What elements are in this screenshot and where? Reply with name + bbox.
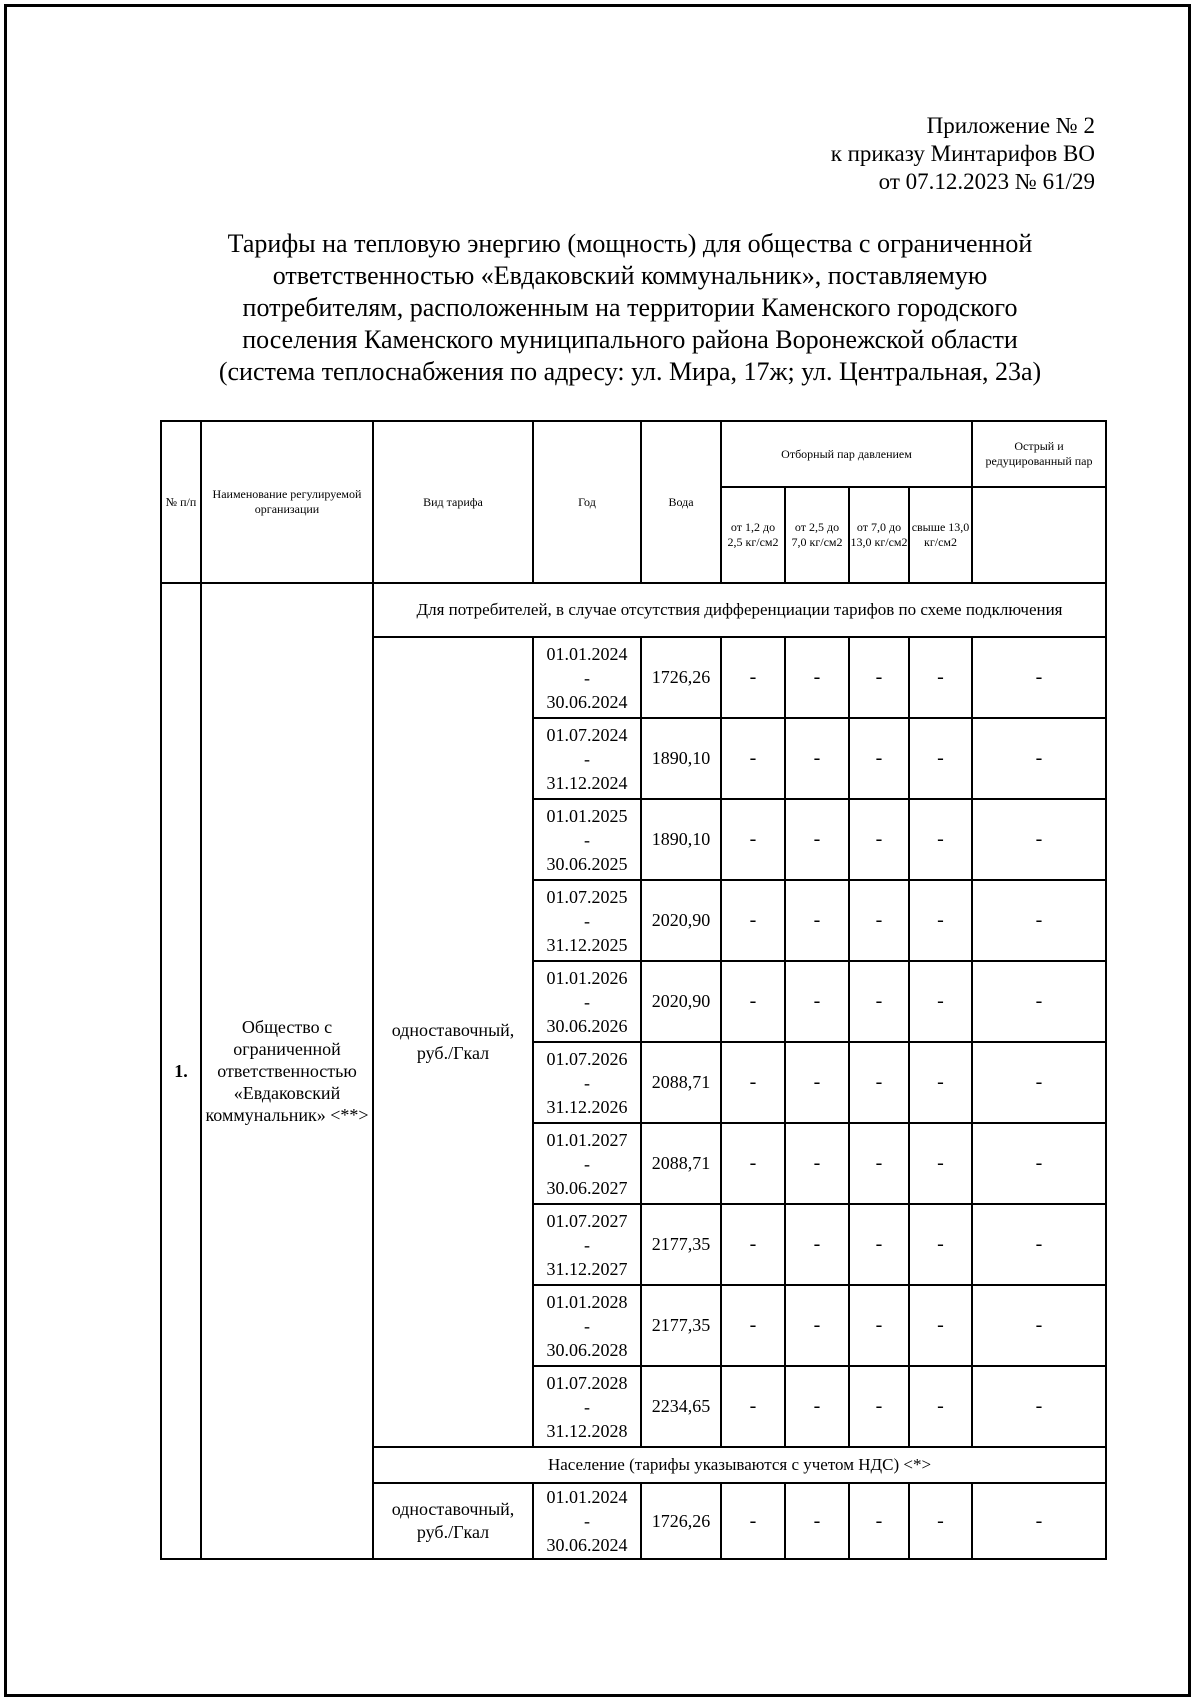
period-sep: -	[584, 1234, 590, 1255]
period-cell	[533, 1123, 641, 1204]
title-line-2: ответственностью «Евдаковский коммунальник», поставляемую	[272, 261, 988, 290]
water-value: 2088,71	[641, 1123, 721, 1204]
water-value: 2020,90	[641, 961, 721, 1042]
steam-value: -	[972, 1123, 1106, 1204]
period-to: 31.12.2028	[546, 1420, 628, 1441]
row-number: 1.	[161, 583, 201, 1559]
header-steam-2: от 2,5 до 7,0 кг/см2	[785, 487, 849, 583]
steam-value: -	[849, 1483, 909, 1559]
header-tariff-type: Вид тарифа	[373, 421, 533, 583]
section-population-header: Население (тарифы указываются с учетом НДС) <*>	[373, 1447, 1106, 1483]
period-cell	[533, 1042, 641, 1123]
period-from: 01.01.2024	[546, 643, 628, 664]
steam-value: -	[972, 1483, 1106, 1559]
period-from: 01.01.2024	[546, 1487, 628, 1507]
steam-value: -	[849, 1204, 909, 1285]
steam-value: -	[721, 880, 785, 961]
period-from: 01.07.2024	[546, 724, 628, 745]
period-to: 31.12.2026	[546, 1096, 628, 1117]
header-steam-4: свыше 13,0 кг/см2	[909, 487, 972, 583]
period-to: 30.06.2028	[546, 1339, 628, 1360]
header-steam-1: от 1,2 до 2,5 кг/см2	[721, 487, 785, 583]
period-from: 01.07.2027	[546, 1210, 628, 1231]
steam-value: -	[785, 961, 849, 1042]
header-steam-3: от 7,0 до 13,0 кг/см2	[849, 487, 909, 583]
title-line-4: поселения Каменского муниципального района Воронежской области	[242, 325, 1018, 354]
period-to: 30.06.2025	[546, 853, 628, 874]
steam-value: -	[972, 799, 1106, 880]
steam-value: -	[909, 961, 972, 1042]
steam-value: -	[849, 1366, 909, 1447]
period-from: 01.07.2026	[546, 1048, 628, 1069]
water-value: 1890,10	[641, 799, 721, 880]
steam-value: -	[909, 1123, 972, 1204]
appendix-line-2: к приказу Минтарифов ВО	[830, 141, 1095, 166]
steam-value: -	[972, 1366, 1106, 1447]
tariff-type-cell: одноставочный, руб./Гкал	[373, 1483, 533, 1559]
steam-value: -	[721, 961, 785, 1042]
period-sep: -	[584, 667, 590, 688]
steam-value: -	[785, 1285, 849, 1366]
period-from: 01.07.2025	[546, 886, 628, 907]
steam-value: -	[785, 718, 849, 799]
period-to: 30.06.2024	[546, 1535, 628, 1555]
period-cell	[533, 1366, 641, 1447]
steam-value: -	[785, 880, 849, 961]
period-cell	[533, 880, 641, 961]
period-sep: -	[584, 1153, 590, 1174]
period-from: 01.01.2026	[546, 967, 628, 988]
document-title	[165, 228, 1095, 388]
organization-name: Общество с ограниченной ответственностью «Евдаковский коммунальник» <**>	[201, 583, 373, 1559]
steam-value: -	[909, 799, 972, 880]
steam-value: -	[785, 1483, 849, 1559]
period-cell	[533, 718, 641, 799]
steam-value: -	[972, 1042, 1106, 1123]
steam-value: -	[849, 1285, 909, 1366]
period-from: 01.01.2027	[546, 1129, 628, 1150]
period-from: 01.07.2028	[546, 1372, 628, 1393]
title-line-5: (система теплоснабжения по адресу: ул. Мира, 17ж; ул. Центральная, 23а)	[218, 357, 1042, 386]
period-sep: -	[584, 1072, 590, 1093]
steam-value: -	[721, 1042, 785, 1123]
steam-value: -	[849, 799, 909, 880]
steam-value: -	[721, 637, 785, 718]
steam-value: -	[785, 1204, 849, 1285]
header-sharp-steam-sub	[972, 487, 1106, 583]
appendix-block	[831, 112, 1095, 196]
period-from: 01.01.2025	[546, 805, 628, 826]
steam-value: -	[849, 961, 909, 1042]
period-to: 31.12.2025	[546, 934, 628, 955]
water-value: 1726,26	[641, 1483, 721, 1559]
period-cell	[533, 1483, 641, 1559]
steam-value: -	[785, 1042, 849, 1123]
steam-value: -	[849, 1123, 909, 1204]
steam-value: -	[721, 1285, 785, 1366]
water-value: 2177,35	[641, 1285, 721, 1366]
header-water: Вода	[641, 421, 721, 583]
steam-value: -	[909, 1366, 972, 1447]
period-sep: -	[584, 829, 590, 850]
period-cell	[533, 799, 641, 880]
period-to: 30.06.2027	[546, 1177, 628, 1198]
water-value: 2234,65	[641, 1366, 721, 1447]
steam-value: -	[972, 961, 1106, 1042]
period-sep: -	[584, 910, 590, 931]
steam-value: -	[785, 1366, 849, 1447]
steam-value: -	[785, 637, 849, 718]
header-num: № п/п	[161, 421, 201, 583]
header-steam-group: Отборный пар давлением	[721, 421, 972, 487]
steam-value: -	[721, 799, 785, 880]
header-year: Год	[533, 421, 641, 583]
appendix-line-1: Приложение № 2	[926, 113, 1095, 138]
steam-value: -	[721, 1123, 785, 1204]
period-cell	[533, 961, 641, 1042]
steam-value: -	[849, 1042, 909, 1123]
period-cell	[533, 637, 641, 718]
steam-value: -	[972, 880, 1106, 961]
steam-value: -	[849, 637, 909, 718]
steam-value: -	[972, 1285, 1106, 1366]
water-value: 1726,26	[641, 637, 721, 718]
steam-value: -	[909, 637, 972, 718]
section-general-header: Для потребителей, в случае отсутствия дифференциации тарифов по схеме подключения	[373, 583, 1106, 637]
water-value: 1890,10	[641, 718, 721, 799]
appendix-line-3: от 07.12.2023 № 61/29	[878, 169, 1095, 194]
steam-value: -	[972, 637, 1106, 718]
steam-value: -	[909, 1483, 972, 1559]
period-to: 30.06.2026	[546, 1015, 628, 1036]
steam-value: -	[721, 1366, 785, 1447]
steam-value: -	[721, 1483, 785, 1559]
period-from: 01.01.2028	[546, 1291, 628, 1312]
steam-value: -	[909, 880, 972, 961]
period-sep: -	[584, 991, 590, 1012]
period-to: 31.12.2024	[546, 772, 628, 793]
steam-value: -	[909, 1285, 972, 1366]
water-value: 2020,90	[641, 880, 721, 961]
period-to: 30.06.2024	[546, 691, 628, 712]
water-value: 2088,71	[641, 1042, 721, 1123]
steam-value: -	[849, 718, 909, 799]
period-sep: -	[584, 1315, 590, 1336]
tariff-type-cell: одноставочный, руб./Гкал	[373, 637, 533, 1447]
steam-value: -	[972, 718, 1106, 799]
steam-value: -	[785, 1123, 849, 1204]
header-org: Наименование регулируемой организации	[201, 421, 373, 583]
tariff-table	[160, 420, 1107, 1560]
steam-value: -	[721, 718, 785, 799]
title-line-3: потребителям, расположенным на территории Каменского городского	[242, 293, 1018, 322]
period-cell	[533, 1204, 641, 1285]
steam-value: -	[721, 1204, 785, 1285]
period-sep: -	[584, 1511, 590, 1531]
water-value: 2177,35	[641, 1204, 721, 1285]
title-line-1: Тарифы на тепловую энергию (мощность) для общества с ограниченной	[227, 229, 1033, 258]
period-cell	[533, 1285, 641, 1366]
period-to: 31.12.2027	[546, 1258, 628, 1279]
steam-value: -	[909, 1042, 972, 1123]
steam-value: -	[909, 718, 972, 799]
steam-value: -	[909, 1204, 972, 1285]
steam-value: -	[785, 799, 849, 880]
period-sep: -	[584, 1396, 590, 1417]
period-sep: -	[584, 748, 590, 769]
steam-value: -	[849, 880, 909, 961]
header-sharp-steam: Острый и редуцированный пар	[972, 421, 1106, 487]
steam-value: -	[972, 1204, 1106, 1285]
